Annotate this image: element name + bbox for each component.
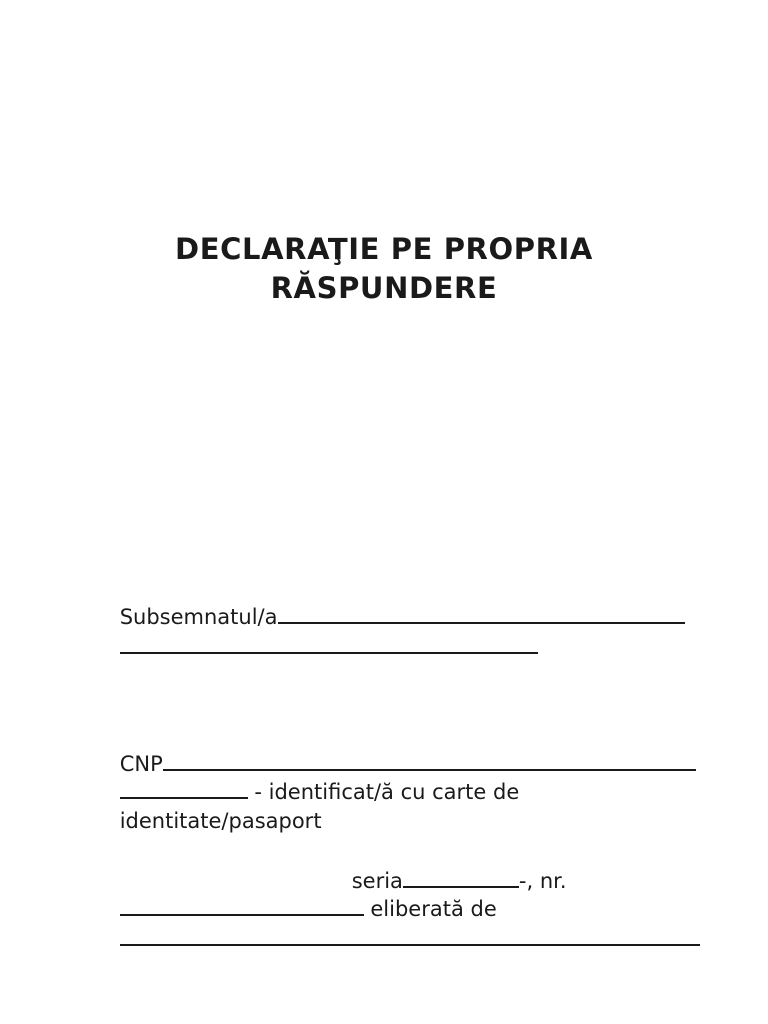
title-line-1: DECLARAŢIE PE PROPRIA [175, 232, 593, 266]
eliberata-blank-field[interactable] [120, 924, 700, 946]
subsemnatul-continuation-row [93, 604, 538, 689]
seria-label: seria [351, 869, 403, 893]
title-line-2: RĂSPUNDERE [270, 271, 498, 305]
subsemnatul-label: Subsemnatul/a [119, 605, 278, 629]
eliberata-text: eliberată de [363, 897, 497, 921]
nr-text: -, nr. [518, 869, 567, 893]
subsemnatul-continuation-blank[interactable] [120, 632, 538, 654]
eliberata-row [93, 896, 700, 981]
identitate-text: identitate/pasaport [119, 809, 322, 833]
identitate-row [93, 779, 322, 863]
document-title [0, 230, 768, 308]
identificat-text: - identificat/ă cu carte de [247, 780, 520, 804]
cnp-label: CNP [119, 752, 163, 776]
